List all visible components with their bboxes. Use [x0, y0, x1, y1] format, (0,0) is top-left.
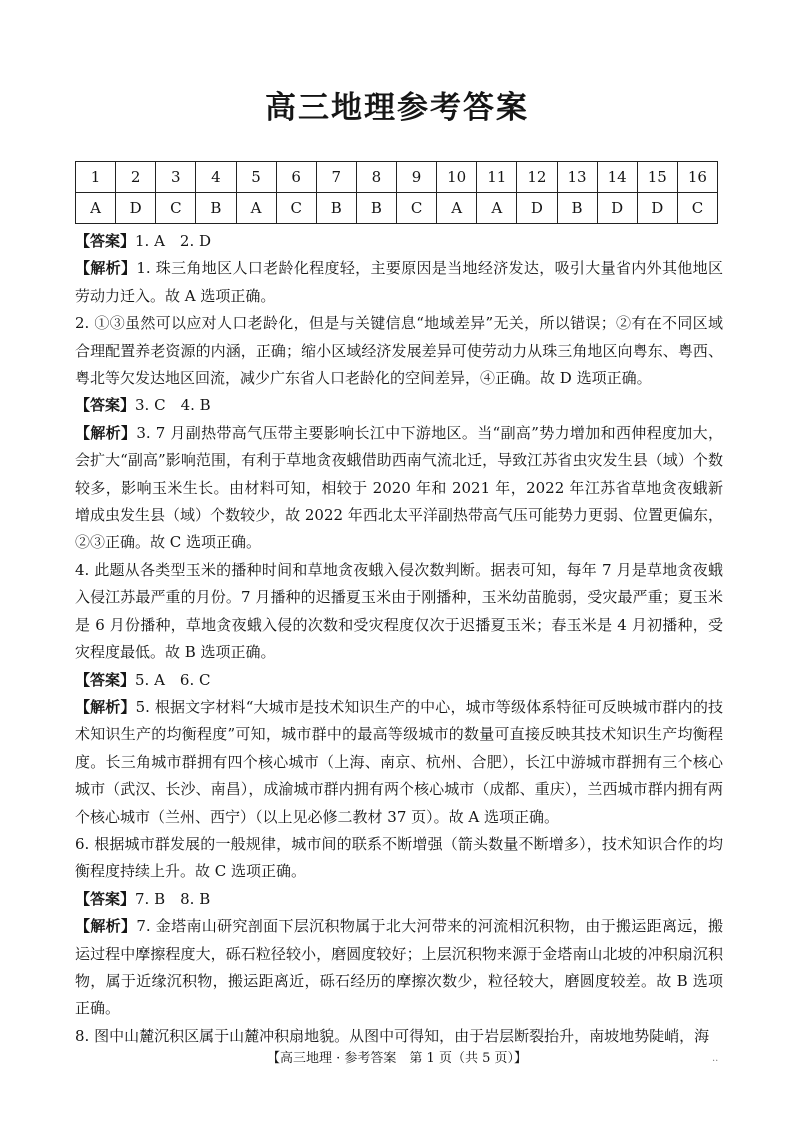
answer-cell: A [437, 193, 477, 224]
question-number-cell: 2 [116, 162, 156, 193]
analysis-text: 3. 7 月副热带高气压带主要影响长江中下游地区。当“副高”势力增加和西伸程度加大，会扩大“副高”影响范围，有利于草地贪夜蛾借助西南气流北迁，导致江苏省虫灾发生县（域）个数较多，影响玉米生长。由材料可知，相较于 2020 年和 2021 年，2022 年江苏省草地贪夜蛾新增成虫发生县（域）个数较少，故 2022 年西北太平洋副热带高气压可能势力更弱、位置更偏东，②③正确。故 C 选项正确。 [75, 423, 723, 552]
analysis-text: 2. ①③虽然可以应对人口老龄化，但是与关键信息“地域差异”无关，所以错误；②有在不同区域合理配置养老资源的内涵，正确；缩小区域经济发展差异可使劳动力从珠三角地区向粤东、粤西、粤北等欠发达地区回流，减少广东省人口老龄化的空间差异，④正确。故 D 选项正确。 [75, 314, 723, 388]
analysis-label: 【解析】 [75, 697, 136, 716]
analysis-paragraph [75, 255, 723, 310]
analysis-label: 【解析】 [75, 423, 137, 442]
answer-cell: A [236, 193, 276, 224]
answer-text: 5. A 6. C [135, 670, 211, 689]
analysis-paragraph [75, 913, 723, 1023]
question-number-cell: 5 [236, 162, 276, 193]
question-number-cell: 15 [637, 162, 677, 193]
scan-mark: .. [712, 1053, 719, 1064]
answer-cell: B [557, 193, 597, 224]
question-number-cell: 13 [557, 162, 597, 193]
answer-paragraph [75, 886, 723, 913]
question-number-cell: 1 [76, 162, 116, 193]
answer-cell: A [477, 193, 517, 224]
answer-text: 1. A 2. D [135, 232, 212, 250]
analysis-paragraph [75, 310, 723, 392]
answer-cell: D [116, 193, 156, 224]
analysis-text: 1. 珠三角地区人口老龄化程度轻，主要原因是当地经济发达，吸引大量省内外其他地区劳动力迁入。故 A 选项正确。 [75, 259, 723, 305]
question-number-cell: 12 [517, 162, 557, 193]
answer-paragraph [75, 392, 723, 419]
question-number-row [76, 162, 718, 193]
analysis-paragraph [75, 557, 723, 667]
question-number-cell: 4 [196, 162, 236, 193]
answer-cell: C [276, 193, 316, 224]
analysis-label: 【解析】 [75, 259, 137, 278]
answer-label: 【答案】 [75, 396, 136, 415]
analysis-text: 5. 根据文字材料“大城市是技术知识生产的中心，城市等级体系特征可反映城市群内的技术知识生产的均衡程度”可知，城市群中的最高等级城市的数量可直接反映其技术知识生产均衡程度。长三角城市群拥有四个核心城市（上海、南京、杭州、合肥），长江中游城市群拥有三个核心城市（武汉、长沙、南昌），成渝城市群内拥有两个核心城市（成都、重庆），兰西城市群内拥有两个核心城市（兰州、西宁）（以上见必修二教材 37 页）。故 A 选项正确。 [75, 697, 723, 826]
analysis-text: 6. 根据城市群发展的一般规律，城市间的联系不断增强（箭头数量不断增多），技术知识合作的均衡程度持续上升。故 C 选项正确。 [75, 834, 723, 881]
answer-label: 【答案】 [75, 232, 136, 250]
question-number-cell: 14 [597, 162, 637, 193]
answer-cell: D [637, 193, 677, 224]
question-number-cell: 16 [677, 162, 717, 193]
question-number-cell: 8 [356, 162, 396, 193]
question-number-cell: 3 [156, 162, 196, 193]
answer-cell: C [397, 193, 437, 224]
answer-label: 【答案】 [75, 889, 136, 908]
question-number-cell: 7 [316, 162, 356, 193]
analysis-text: 7. 金塔南山研究剖面下层沉积物属于北大河带来的河流相沉积物，由于搬运距离远，搬运过程中摩擦程度大，砾石粒径较小，磨圆度较好；上层沉积物来源于金塔南山北坡的冲积扇沉积物，属于近缘沉积物，搬运距离近，砾石经历的摩擦次数少，粒径较大，磨圆度较差。故 B 选项正确。 [75, 917, 723, 1018]
analysis-text: 8. 图中山麓沉积区属于山麓冲积扇地貌。从图中可得知，由于岩层断裂抬升，南坡地势陡峭，海 [75, 1026, 710, 1045]
answer-cell: B [356, 193, 396, 224]
analysis-label: 【解析】 [75, 917, 137, 936]
answer-text: 3. C 4. B [135, 396, 211, 415]
answer-label: 【答案】 [75, 670, 136, 689]
answer-body [75, 228, 723, 1050]
question-number-cell: 11 [477, 162, 517, 193]
answer-text: 7. B 8. B [135, 889, 211, 908]
answer-row [76, 193, 718, 224]
analysis-paragraph [75, 420, 723, 557]
page-footer: 【高三地理 · 参考答案 第 1 页（共 5 页）】 [267, 1051, 527, 1066]
answer-paragraph [75, 228, 723, 255]
answer-cell: C [677, 193, 717, 224]
analysis-paragraph [75, 831, 723, 886]
question-number-cell: 10 [437, 162, 477, 193]
answer-table [75, 161, 718, 224]
answer-cell: A [76, 193, 116, 224]
page-title: 高三地理参考答案 [265, 90, 529, 126]
answer-cell: C [156, 193, 196, 224]
answer-cell: D [597, 193, 637, 224]
question-number-cell: 6 [276, 162, 316, 193]
answer-cell: B [196, 193, 236, 224]
answer-cell: B [316, 193, 356, 224]
question-number-cell: 9 [397, 162, 437, 193]
answer-paragraph [75, 667, 723, 694]
answer-cell: D [517, 193, 557, 224]
analysis-paragraph [75, 694, 723, 831]
analysis-text: 4. 此题从各类型玉米的播种时间和草地贪夜蛾入侵次数判断。据表可知，每年 7 月是草地贪夜蛾入侵江苏最严重的月份。7 月播种的迟播夏玉米由于刚播种，玉米幼苗脆弱，受灾最严重；夏玉米是 6 月份播种，草地贪夜蛾入侵的次数和受灾程度仅次于迟播夏玉米；春玉米是 4 月初播种，受灾程度最低。故 B 选项正确。 [75, 560, 723, 662]
